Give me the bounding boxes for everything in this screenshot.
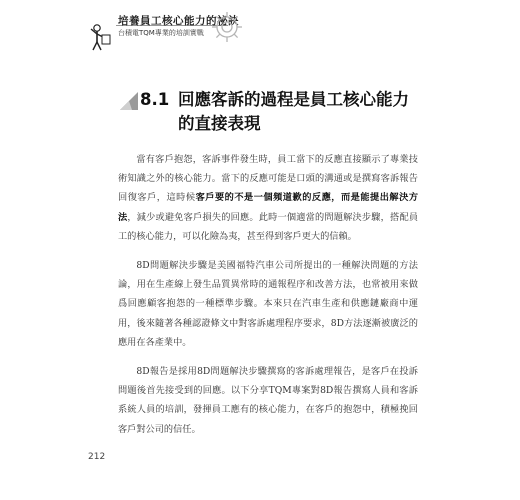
paragraph-3-text: 8D報告是採用8D問題解決步驟撰寫的客訴處理報告，是客戶在投訴問題後首先接受到的回應。以下分享TQM專案對8D報告撰寫人員和客訴系統人員的培訓，發揮員工應有的核心能力，在客戶的抱怨中，積極挽回客戶對公司的信任。 bbox=[118, 366, 418, 435]
section-bullet-icon bbox=[118, 90, 140, 112]
gear-icon bbox=[210, 10, 244, 44]
paragraph-2-text: 8D問題解決步驟是美國福特汽車公司所提出的一種解決問題的方法論，用在生產線上發生品質異常時的通報程序和改善方法，也常被用來做爲回應顧客抱怨的一種標準步驟。本來只在汽車生產和供應鏈廠商中運用，後來隨著各種認證條文中對客訴處理程序要求，8D方法逐漸被廣泛的應用在各產業中。 bbox=[118, 260, 418, 348]
page-number: 212 bbox=[88, 452, 106, 462]
paragraph-3 bbox=[118, 362, 418, 439]
header-figure-icon bbox=[88, 22, 112, 52]
paragraph-1 bbox=[118, 150, 418, 246]
header-book-title: 培養員工核心能力的祕訣 bbox=[118, 15, 239, 27]
paragraph-1-emphasis: 客戶要的不是一個頻道歉的反應，而是能提出解決方法 bbox=[118, 192, 419, 223]
section-title: 回應客訴的過程是員工核心能力的直接表現 bbox=[178, 90, 409, 133]
section-number: 8.1 bbox=[140, 90, 170, 109]
paragraph-1-text-end: ，減少或避免客戶損失的回應。此時一個適當的問題解決步驟，搭配員工的核心能力，可以化險為夷，甚至得到客戶更大的信賴。 bbox=[118, 211, 419, 242]
paragraph-2 bbox=[118, 256, 418, 352]
body-text bbox=[118, 150, 418, 449]
header-subtitle: 台積電TQM專業的培訓實戰 bbox=[118, 29, 204, 37]
paragraph-1-text: 當有客戶抱怨，客訴事件發生時，員工當下的反應直接顯示了專業技術知識之外的核心能力。當下的反應可能是口頭的溝通或是撰寫客訴報告回復客戶，這時候 bbox=[118, 154, 418, 204]
